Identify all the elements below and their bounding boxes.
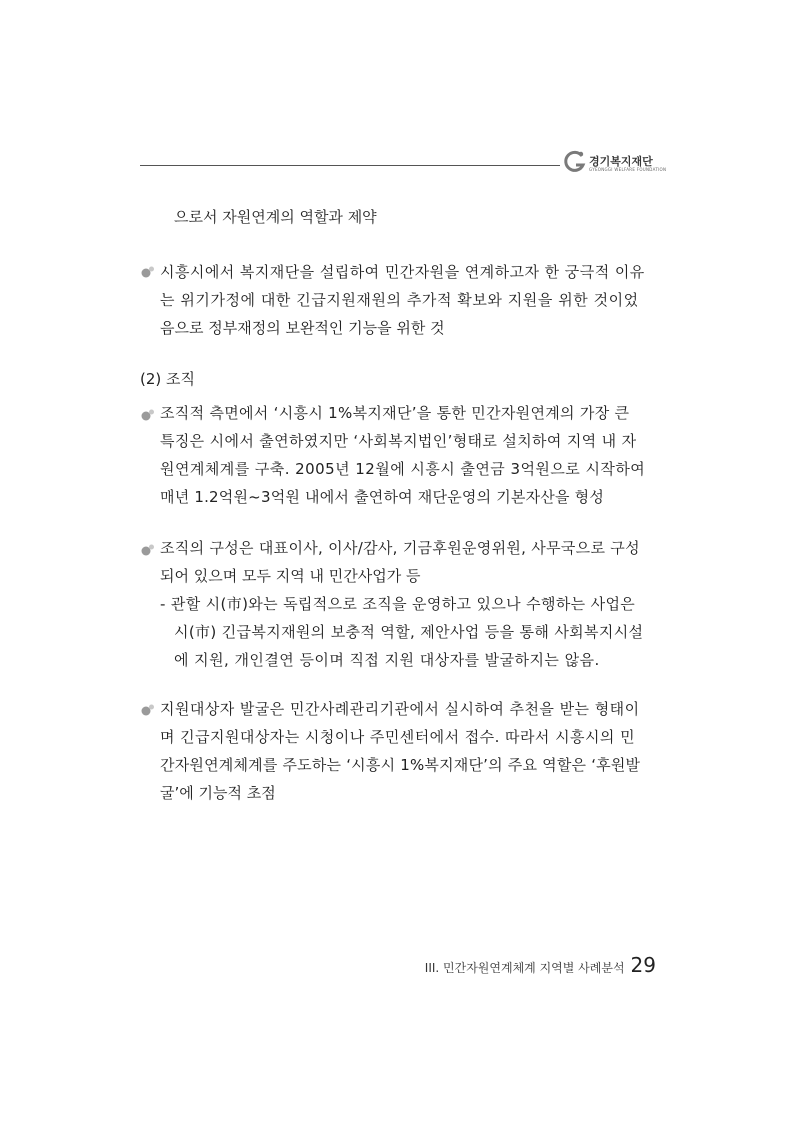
foundation-logo [563,150,673,176]
intro-line: 으로서 자원연계의 역할과 제약 [174,208,377,226]
bullet2-line2: 특징은 시에서 출연하였지만 ‘사회복지법인’형태로 설치하여 지역 내 자 [160,432,637,450]
sub-item-line2: 시(市) 긴급복지재원의 보충적 역할, 제안사업 등을 통해 사회복지시설 [174,623,644,641]
page-number: 29 [630,953,656,977]
bullet4-line4: 굴’에 기능적 초점 [160,784,276,802]
bullet2-line1: 조직적 측면에서 ‘시흥시 1%복지재단’을 통한 민간자원연계의 가장 큰 [160,404,630,422]
foundation-logo-icon [563,150,587,174]
bullet2-line4: 매년 1.2억원~3억원 내에서 출연하여 재단운영의 기본자산을 형성 [160,488,605,506]
page-footer [400,953,656,977]
bullet4-line3: 간자원연계체계를 주도하는 ‘시흥시 1%복지재단’의 주요 역할은 ‘후원발 [160,756,641,774]
bullet-icon [140,265,156,279]
bullet-icon [140,543,156,557]
sub-item-line3: 에 지원, 개인결연 등이며 직접 지원 대상자를 발굴하지는 않음. [174,651,600,669]
logo-text: 경기복지재단 [589,155,653,168]
bullet4-line1: 지원대상자 발굴은 민간사례관리기관에서 실시하여 추천을 받는 형태이 [160,700,640,718]
section-heading: (2) 조직 [140,370,195,388]
bullet3-line2: 되어 있으며 모두 지역 내 민간사업가 등 [160,567,421,585]
bullet-icon [140,408,156,422]
bullet3-line1: 조직의 구성은 대표이사, 이사/감사, 기금후원운영위원, 사무국으로 구성 [160,539,640,557]
logo-subtext: GYEONGGI WELFARE FOUNDATION [589,167,667,172]
bullet1-line1: 시흥시에서 복지재단을 설립하여 민간자원을 연계하고자 한 궁극적 이유 [160,263,645,281]
bullet-icon [140,703,156,717]
bullet1-line3: 음으로 정부재정의 보완적인 기능을 위한 것 [160,319,445,337]
sub-item-line1: - 관할 시(市)와는 독립적으로 조직을 운영하고 있으나 수행하는 사업은 [160,595,636,613]
footer-chapter-title: III. 민간자원연계체계 지역별 사례분석 [424,961,625,975]
bullet2-line3: 원연계체계를 구축. 2005년 12월에 시흥시 출연금 3억원으로 시작하여 [160,460,646,478]
bullet1-line2: 는 위기가정에 대한 긴급지원재원의 추가적 확보와 지원을 위한 것이었 [160,291,639,309]
header-rule [140,165,560,166]
bullet4-line2: 며 긴급지원대상자는 시청이나 주민센터에서 접수. 따라서 시흥시의 민 [160,728,636,746]
